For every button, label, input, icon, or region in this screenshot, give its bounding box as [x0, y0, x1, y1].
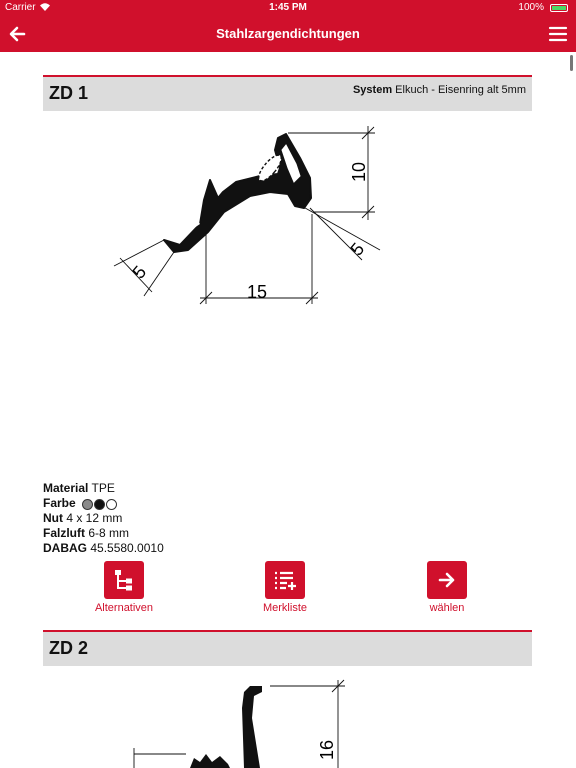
- color-swatch-grey: [82, 499, 93, 510]
- system-label: System: [352, 84, 393, 96]
- waehlen-label: wählen: [429, 602, 465, 614]
- material-row: Material TPE: [43, 481, 115, 495]
- nut-row: Nut 4 x 12 mm: [43, 511, 123, 526]
- color-swatch-white: [106, 499, 117, 510]
- carrier-label: Carrier: [5, 2, 36, 13]
- falzluft-row: Falzluft 6-8 mm: [43, 526, 130, 541]
- merkliste-button[interactable]: [235, 561, 335, 614]
- system-value: Elkuch - Eisenring alt 5mm: [395, 84, 526, 96]
- product-details: [43, 481, 164, 556]
- color-row: Farbe: [43, 496, 164, 511]
- dimension-left-label: 5: [128, 261, 151, 283]
- profile-drawing-zd1: [100, 120, 400, 320]
- product-header-zd1: [43, 75, 532, 111]
- product-system: [353, 84, 526, 96]
- dabag-row: DABAG 45.5580.0010: [43, 541, 164, 556]
- list-add-icon: [273, 568, 297, 592]
- dimension-height-label: 16: [317, 739, 337, 761]
- dimension-height-label: 10: [349, 161, 369, 183]
- alternativen-button[interactable]: [74, 561, 174, 614]
- nav-bar: [0, 16, 576, 52]
- color-swatches: [82, 496, 118, 511]
- alternativen-label: Alternativen: [94, 602, 154, 614]
- merkliste-label: Merkliste: [262, 602, 307, 614]
- dimension-width-label: 15: [246, 282, 268, 302]
- waehlen-button[interactable]: [397, 561, 497, 614]
- product-code: ZD 2: [49, 638, 89, 658]
- color-swatch-black: [94, 499, 105, 510]
- arrow-right-icon: [435, 568, 459, 592]
- hamburger-menu-icon: [546, 22, 570, 46]
- status-time: 1:45 PM: [269, 2, 307, 13]
- hierarchy-icon: [112, 568, 136, 592]
- profile-drawing-zd2: [120, 678, 360, 768]
- dimension-right-label: 5: [346, 238, 369, 260]
- status-bar: [0, 0, 576, 16]
- product-header-zd2: [43, 630, 532, 666]
- page-title: Stahlzargendichtungen: [216, 26, 360, 41]
- product-code: ZD 1: [49, 83, 89, 103]
- seal-profile: [242, 686, 262, 768]
- scroll-indicator[interactable]: [570, 55, 573, 71]
- battery-percent: 100%: [518, 2, 544, 13]
- battery-icon: [550, 4, 568, 12]
- menu-button[interactable]: [546, 22, 570, 46]
